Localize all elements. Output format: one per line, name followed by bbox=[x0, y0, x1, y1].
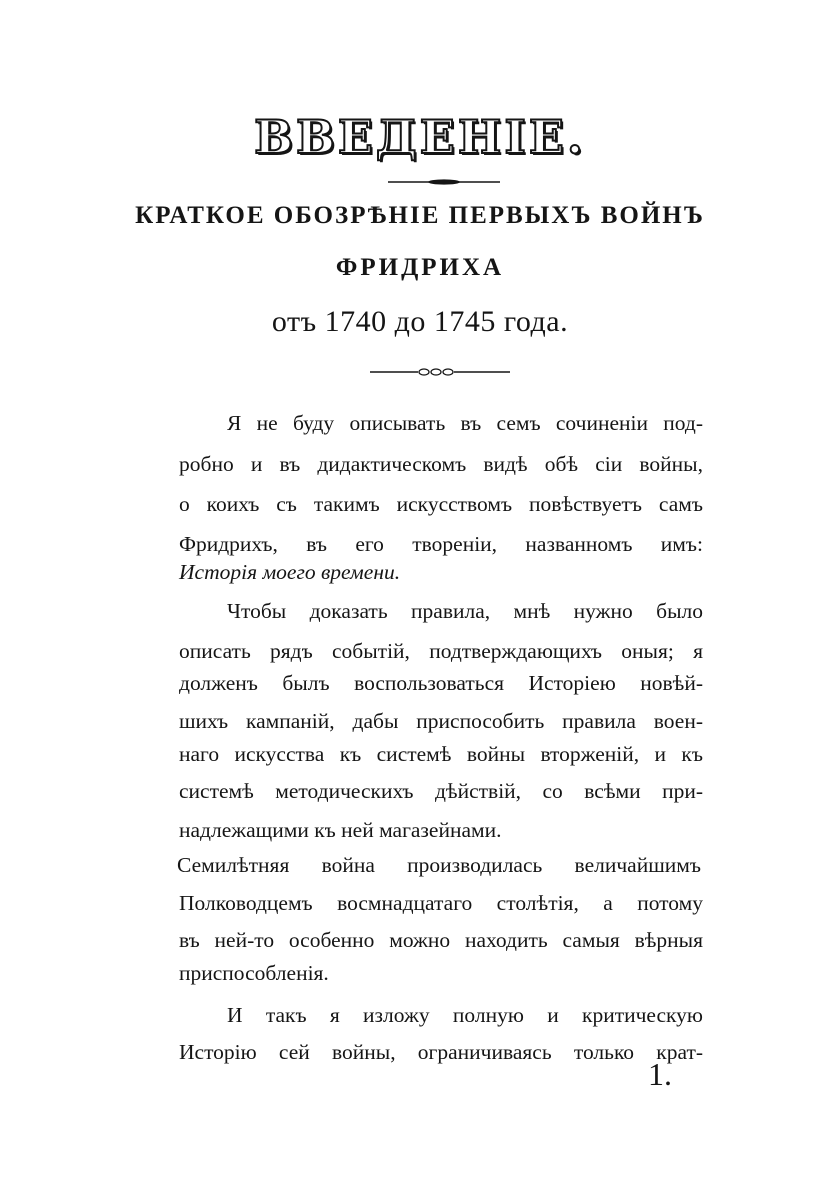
body-line: о коихъ съ такимъ искусствомъ повѣствуетъ самъ bbox=[179, 492, 703, 516]
ornamental-rule-top bbox=[388, 176, 500, 188]
ornamental-rule-middle bbox=[370, 366, 510, 378]
body-line: системѣ методическихъ дѣйствій, со всѣми при- bbox=[179, 779, 703, 803]
body-line: шихъ кампаній, дабы приспособить правила воен- bbox=[179, 709, 703, 733]
body-line: Полководцемъ восмнадцатаго столѣтія, а потому bbox=[179, 891, 703, 915]
body-line: Исторію сей войны, ограничиваясь только крат- bbox=[179, 1040, 703, 1064]
body-line: въ ней-то особенно можно находить самыя вѣрныя bbox=[179, 928, 703, 952]
body-line: Я не буду описывать въ семъ сочиненіи под- bbox=[227, 411, 703, 435]
subtitle-line-1: КРАТКОЕ ОБОЗРѢНІЕ ПЕРВЫХЪ ВОЙНЪ bbox=[135, 202, 705, 229]
body-line: Фридрихъ, въ его твореніи, названномъ имъ: bbox=[179, 532, 703, 556]
body-line: приспособленія. bbox=[179, 961, 329, 985]
body-line: И такъ я изложу полную и критическую bbox=[227, 1003, 703, 1027]
page-number: 1. bbox=[648, 1056, 672, 1092]
body-line: наго искусства къ системѣ войны вторженій, и къ bbox=[179, 742, 703, 766]
body-line: долженъ былъ воспользоваться Исторіею новѣй- bbox=[179, 671, 703, 695]
body-line: Чтобы доказать правила, мнѣ нужно было bbox=[227, 599, 703, 623]
subtitle-line-2: ФРИДРИХА bbox=[335, 254, 505, 281]
subtitle-line-3: отъ 1740 до 1745 года. bbox=[271, 305, 569, 338]
body-line: робно и въ дидактическомъ видѣ обѣ сіи войны, bbox=[179, 452, 703, 476]
body-line: надлежащими къ ней магазейнами. bbox=[179, 818, 502, 842]
body-line: Семилѣтняя война производилась величайшимъ bbox=[177, 853, 701, 877]
body-line: Исторія моего времени. bbox=[179, 560, 401, 584]
chapter-title: ВВЕДЕНІЕ. bbox=[254, 110, 586, 164]
body-line: описать рядъ событій, подтверждающихъ оныя; я bbox=[179, 639, 703, 663]
